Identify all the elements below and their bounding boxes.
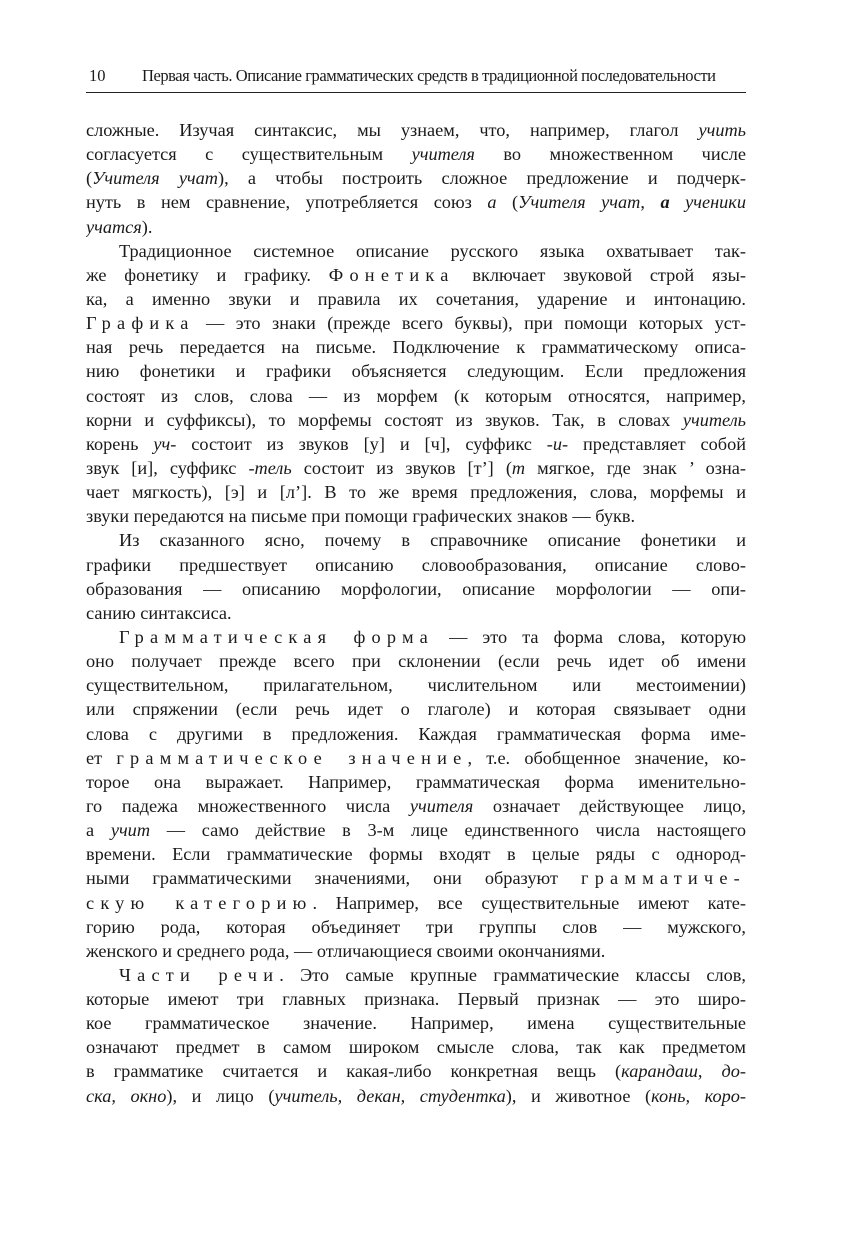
text-line	[86, 1011, 746, 1035]
text-segment: — это та форма слова, которую	[434, 626, 746, 647]
spaced-term: Части речи	[119, 964, 280, 985]
spaced-term: Грамматическая форма	[119, 626, 435, 647]
text-segment: кое грамматическое значение. Например, имена существительные	[86, 1013, 746, 1034]
text-line	[86, 263, 746, 287]
text-segment: горию рода, которая объединяет три группы слов — мужского,	[86, 916, 746, 937]
text-segment: — само действие в 3-м лице единственного числа настоящего	[150, 820, 746, 841]
italic-text: карандаш, до-	[621, 1061, 746, 1082]
text-line	[86, 215, 746, 239]
text-line	[86, 480, 746, 504]
italic-text: а	[660, 192, 670, 213]
text-line	[86, 866, 746, 890]
italic-text: т	[511, 457, 526, 478]
text-segment: включает звуковой строй язы-	[454, 264, 746, 285]
text-segment: а	[86, 820, 111, 841]
italic-text: учителя	[409, 795, 474, 816]
text-segment: ), а чтобы построить сложное предложение и подчерк-	[218, 168, 746, 189]
text-line	[86, 891, 746, 915]
spaced-term: грамматическое значение	[116, 747, 468, 768]
text-line	[86, 987, 746, 1011]
text-segment: (	[496, 192, 519, 213]
text-line	[86, 649, 746, 673]
text-segment: времени. Если грамматические формы входят в целые ряды с однород-	[86, 844, 746, 865]
italic-text: уч-	[153, 433, 177, 454]
italic-text: конь, коро-	[651, 1085, 746, 1106]
spaced-term: скую категорию	[86, 892, 313, 913]
italic-text: учить	[698, 120, 746, 140]
text-line	[86, 384, 746, 408]
text-segment: согласуется с существительным	[86, 144, 412, 165]
italic-text: а	[487, 192, 497, 213]
italic-text: ска, окно	[86, 1085, 167, 1106]
text-segment: звук [и], суффикс	[86, 457, 249, 478]
text-line	[86, 1035, 746, 1059]
text-line	[86, 166, 746, 190]
text-segment: которые имеют три главных признака. Первый признак — это широ-	[86, 989, 746, 1010]
text-segment: в грамматике считается и какая-либо конкретная вещь (	[86, 1061, 622, 1082]
text-line	[86, 504, 746, 528]
text-segment: — это знаки (прежде всего буквы), при помощи которых уст-	[194, 313, 746, 334]
text-line	[86, 1059, 746, 1083]
spaced-term: Фонетика	[328, 264, 455, 285]
text-segment: состоят из слов, слова — из морфем (к которым относятся, например,	[86, 385, 746, 406]
text-segment: чает мягкость), [э] и [л’]. В то же время предложения, слова, морфемы и	[86, 482, 746, 503]
text-segment: ными грамматическими значениями, они образуют	[86, 868, 581, 889]
text-line	[86, 939, 746, 963]
text-segment: го падежа множественного числа	[86, 795, 410, 816]
text-segment: ет	[86, 747, 117, 768]
text-line	[86, 456, 746, 480]
text-segment: корень	[86, 433, 154, 454]
text-segment: . Это самые крупные грамматические классы слов,	[279, 964, 746, 985]
header-rule	[86, 92, 746, 93]
text-segment: корни и суффиксы), то морфемы состоят из звуков. Так, в словах	[86, 409, 683, 430]
text-line	[86, 190, 746, 214]
italic-text: учатся	[86, 216, 142, 237]
text-segment: звуки передаются на письме при помощи графических знаков — букв.	[86, 506, 636, 527]
italic-text: учитель, декан, студентка	[274, 1085, 506, 1106]
text-segment: образования — описанию морфологии, описание морфологии — опи-	[86, 578, 746, 599]
text-line	[86, 722, 746, 746]
text-segment: слова с другими в предложения. Каждая грамматическая форма име-	[86, 723, 746, 744]
text-segment: ,	[640, 192, 661, 213]
running-title: Первая часть. Описание грамматических средств в традиционной последовательности	[142, 66, 716, 85]
text-line	[86, 915, 746, 939]
text-segment: , т.е. обобщенное значение, ко-	[467, 747, 746, 768]
text-segment: сложные. Изучая синтаксис, мы узнаем, что, например, глагол	[86, 120, 699, 140]
italic-text: Учителя учат	[518, 192, 641, 213]
text-segment: нуть в нем сравнение, употребляется союз	[86, 192, 488, 213]
text-segment: во множественном числе	[474, 144, 746, 165]
text-segment: женского и среднего рода, — отличающиеся своими окончаниями.	[86, 940, 606, 961]
text-segment: ка, а именно звуки и правила их сочетания, ударение и интонацию.	[86, 288, 746, 309]
text-line	[86, 601, 746, 625]
text-segment: ), и лицо (	[166, 1085, 275, 1106]
text-line	[86, 1084, 746, 1108]
text-segment: или спряжении (если речь идет о глаголе) и которая связывает одни	[86, 699, 746, 720]
text-segment: ).	[141, 216, 153, 237]
text-segment: означают предмет в самом широком смысле слова, так как предметом	[86, 1037, 746, 1058]
text-line	[86, 673, 746, 697]
text-line	[86, 553, 746, 577]
text-line	[86, 287, 746, 311]
italic-text: -тель	[248, 457, 292, 478]
text-segment: существительном, прилагательном, числительном или местоимении)	[86, 675, 746, 696]
spaced-term: Графика	[86, 313, 195, 334]
text-line	[86, 528, 746, 552]
text-line	[86, 359, 746, 383]
text-segment: графики предшествует описанию словообразования, описание слово-	[86, 554, 746, 575]
italic-text: учитель	[682, 409, 746, 430]
running-header	[86, 62, 746, 90]
text-line	[86, 408, 746, 432]
text-line	[86, 697, 746, 721]
text-segment: Из сказанного ясно, почему в справочнике описание фонетики и	[119, 530, 746, 551]
text-line	[86, 432, 746, 456]
text-segment: ная речь передается на письме. Подключение к грамматическому описа-	[86, 337, 746, 358]
text-line	[86, 335, 746, 359]
text-line	[86, 770, 746, 794]
text-line	[86, 142, 746, 166]
text-segment: (	[86, 168, 93, 189]
text-segment: же фонетику и графику.	[86, 264, 329, 285]
text-line	[86, 311, 746, 335]
text-segment: ), и животное (	[505, 1085, 652, 1106]
italic-text: учит	[110, 820, 151, 841]
text-segment: состоит из звуков [у] и [ч], суффикс	[176, 433, 547, 454]
page-number: 10	[89, 66, 106, 85]
text-segment: Традиционное системное описание русского языка охватывает так-	[119, 240, 746, 261]
text-line	[86, 794, 746, 818]
body-text	[86, 118, 746, 1108]
text-segment: означает действующее лицо,	[473, 795, 746, 816]
text-line	[86, 577, 746, 601]
text-segment: состоит из звуков [т’] (	[291, 457, 512, 478]
text-line	[86, 625, 746, 649]
text-line	[86, 239, 746, 263]
italic-text: -и-	[546, 433, 569, 454]
text-segment: представляет собой	[568, 433, 746, 454]
text-line	[86, 842, 746, 866]
italic-text: Учителя учат	[92, 168, 218, 189]
text-line	[86, 963, 746, 987]
text-segment: мягкое, где знак ’ озна-	[525, 457, 746, 478]
text-line	[86, 118, 746, 142]
text-line	[86, 818, 746, 842]
text-segment: санию синтаксиса.	[86, 602, 232, 623]
italic-text: ученики	[669, 192, 746, 213]
text-segment: торое она выражает. Например, грамматическая форма именительно-	[86, 771, 746, 792]
spaced-term: грамматиче-	[580, 868, 746, 889]
italic-text: учителя	[411, 144, 475, 165]
text-segment: оно получает прежде всего при склонении (если речь идет об имени	[86, 651, 746, 672]
text-line	[86, 746, 746, 770]
text-segment: . Например, все существительные имеют кате-	[312, 892, 746, 913]
text-segment: нию фонетики и графики объясняется следующим. Если предложения	[86, 361, 746, 382]
